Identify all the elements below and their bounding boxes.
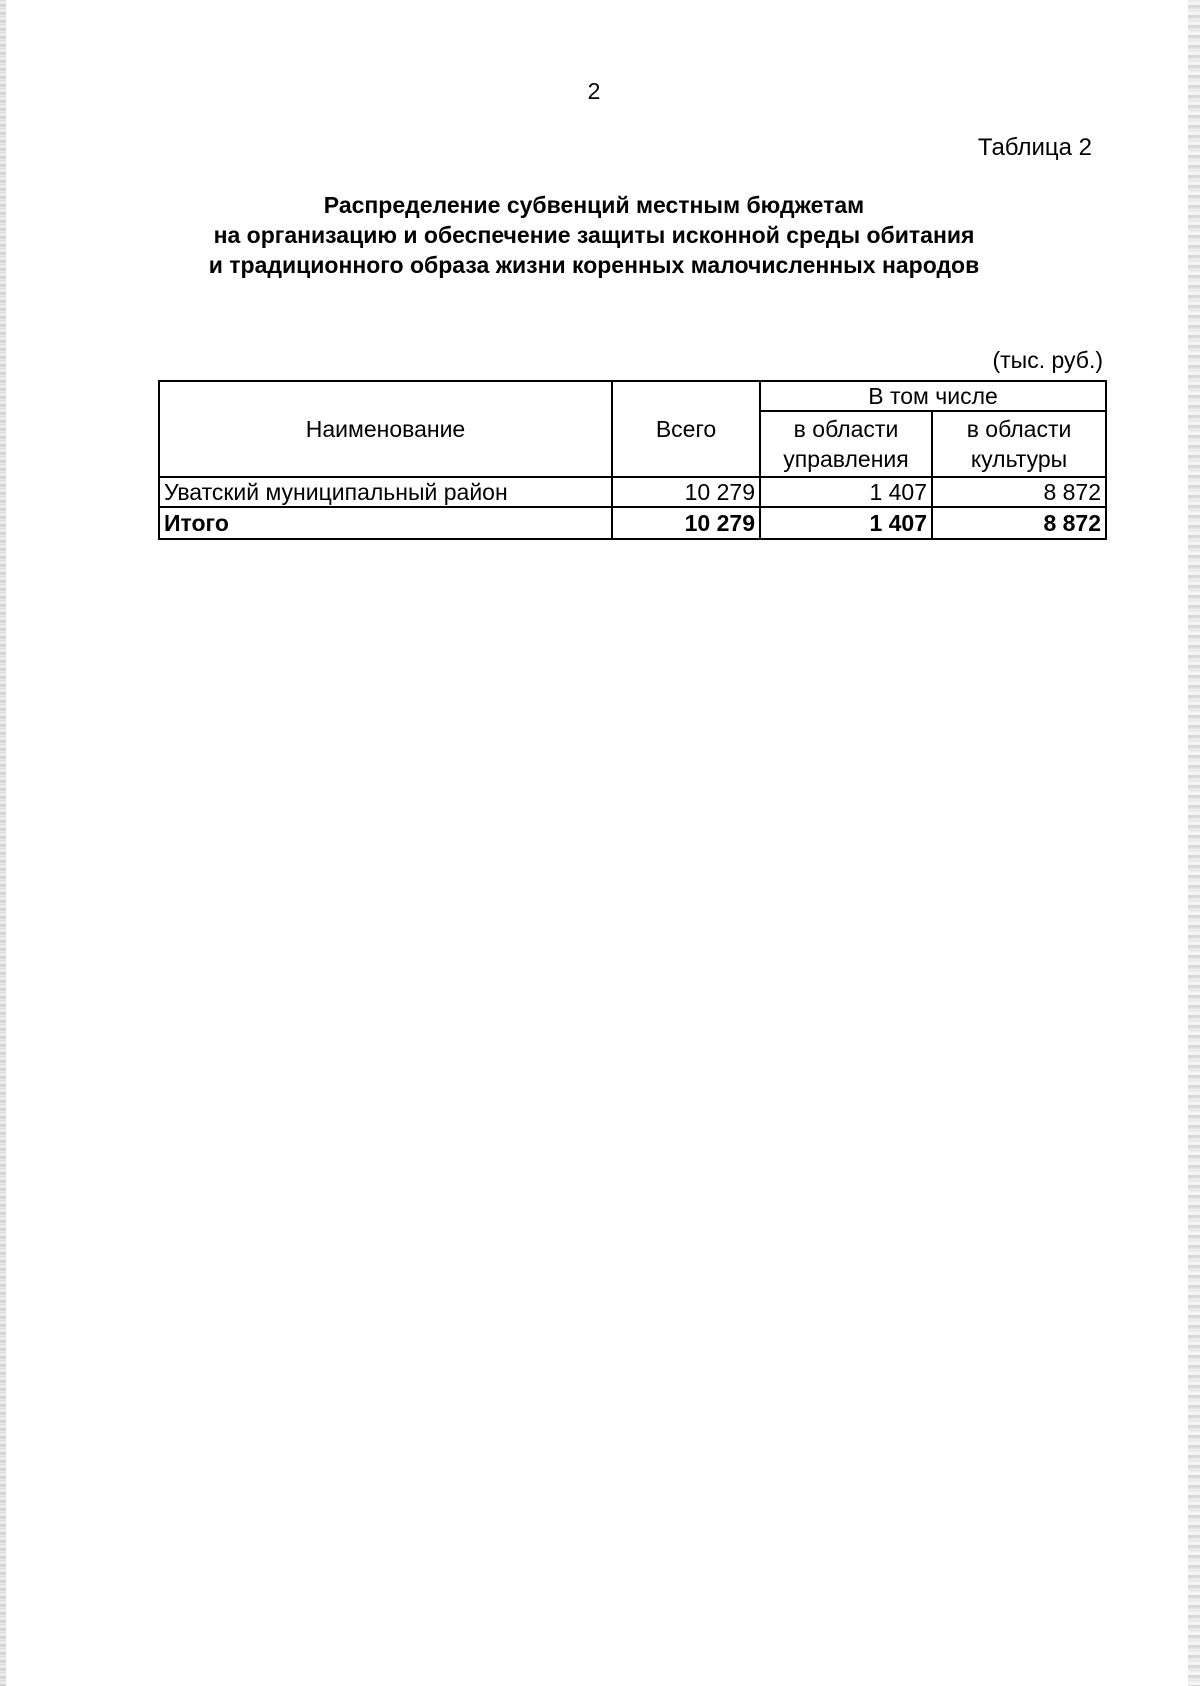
subsidy-table bbox=[158, 380, 1107, 540]
title-line-1: Распределение субвенций местным бюджетам bbox=[323, 192, 865, 218]
header-name: Наименование bbox=[159, 381, 612, 477]
header-culture bbox=[932, 411, 1106, 477]
header-culture-line-2: культуры bbox=[970, 446, 1068, 472]
total-culture: 8 872 bbox=[932, 507, 1106, 539]
header-including: В том числе bbox=[760, 381, 1106, 411]
total-management: 1 407 bbox=[760, 507, 932, 539]
units-label: (тыс. руб.) bbox=[992, 347, 1103, 373]
table-label: Таблица 2 bbox=[977, 134, 1092, 161]
total-name: Итого bbox=[159, 507, 612, 539]
title-line-3: и традиционного образа жизни коренных малочисленных народов bbox=[208, 252, 980, 278]
header-management bbox=[760, 411, 932, 477]
row-total: 10 279 bbox=[612, 477, 760, 507]
total-total: 10 279 bbox=[612, 507, 760, 539]
table-total-row bbox=[159, 507, 1106, 539]
document-title bbox=[0, 190, 1188, 280]
table-header-row bbox=[159, 381, 1106, 411]
header-management-line-1: в области bbox=[793, 416, 899, 442]
header-management-line-2: управления bbox=[783, 446, 909, 472]
title-line-2: на организацию и обеспечение защиты исконной среды обитания bbox=[213, 222, 975, 248]
table-row bbox=[159, 477, 1106, 507]
page-number: 2 bbox=[587, 78, 601, 104]
header-culture-line-1: в области bbox=[966, 416, 1072, 442]
row-name: Уватский муниципальный район bbox=[159, 477, 612, 507]
header-total: Всего bbox=[612, 381, 760, 477]
row-culture: 8 872 bbox=[932, 477, 1106, 507]
row-management: 1 407 bbox=[760, 477, 932, 507]
scan-edge-right bbox=[1188, 0, 1200, 1686]
